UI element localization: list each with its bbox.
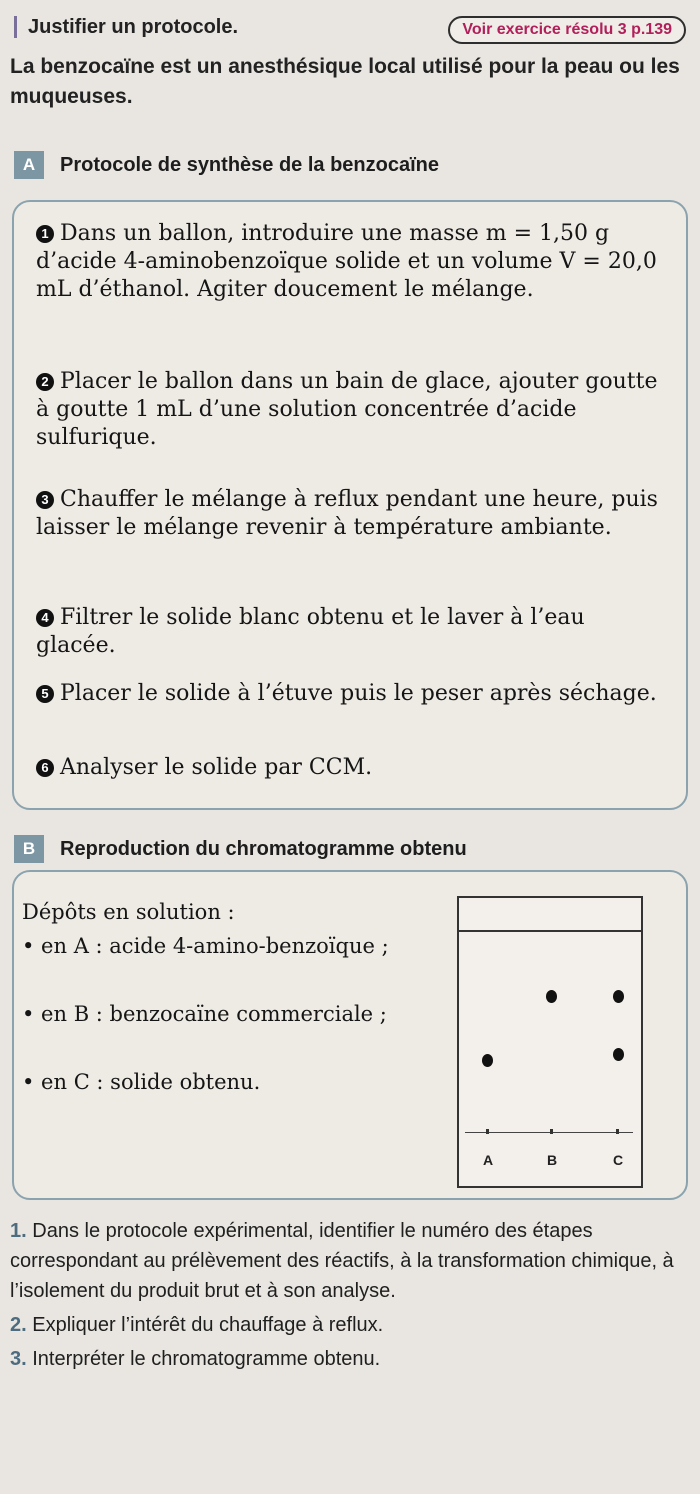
question-2	[10, 1310, 690, 1340]
step-number: 3	[36, 491, 54, 509]
step-text: Dans un ballon, introduire une masse m = 1,50 g d’acide 4-aminobenzoïque solide et un volume V = 20,0 mL d’éthanol. Agiter doucement le mélange.	[36, 221, 657, 302]
header-bar	[14, 16, 17, 38]
step-5	[36, 680, 668, 708]
question-text: Interpréter le chromatogramme obtenu.	[32, 1348, 381, 1370]
question-number: 2.	[10, 1314, 27, 1336]
section-b-heading: Reproduction du chromatogramme obtenu	[60, 837, 467, 860]
section-a-heading: Protocole de synthèse de la benzocaïne	[60, 153, 440, 176]
depot-a: • en A : acide 4-amino-benzoïque ;	[22, 934, 389, 958]
step-2	[36, 368, 668, 452]
question-number: 1.	[10, 1220, 27, 1242]
step-text: Placer le solide à l’étuve puis le peser après séchage.	[60, 681, 657, 706]
step-number: 2	[36, 373, 54, 391]
intro-text: La benzocaïne est un anesthésique local utilisé pour la peau ou les muqueuses.	[10, 55, 680, 108]
protocol-box	[12, 200, 688, 810]
lane-label-c: C	[613, 1152, 624, 1168]
lane-label-a: A	[483, 1152, 494, 1168]
section-b-badge: B	[14, 835, 44, 863]
step-3	[36, 486, 668, 542]
lane-label-b: B	[547, 1152, 558, 1168]
deposit-mark-c	[616, 1129, 619, 1134]
depot-b: • en B : benzocaïne commerciale ;	[22, 1002, 387, 1026]
step-number: 5	[36, 685, 54, 703]
question-number: 3.	[10, 1348, 27, 1370]
spot-c-lower	[613, 1048, 624, 1061]
question-text: Dans le protocole expérimental, identifier le numéro des étapes correspondant au prélèvement des réactifs, à la transformation chimique, à l’isolement du produit brut et à son analyse.	[10, 1220, 674, 1302]
solved-exercise-link[interactable]: Voir exercice résolu 3 p.139	[448, 16, 686, 44]
step-text: Analyser le solide par CCM.	[60, 755, 373, 780]
questions	[10, 1216, 690, 1378]
question-1	[10, 1216, 690, 1306]
step-text: Placer le ballon dans un bain de glace, ajouter goutte à goutte 1 mL d’une solution concentrée d’acide sulfurique.	[36, 369, 658, 450]
section-a-badge: A	[14, 151, 44, 179]
section-b-title	[14, 834, 467, 864]
tlc-plate	[457, 896, 643, 1188]
step-number: 1	[36, 225, 54, 243]
spot-a	[482, 1054, 493, 1067]
step-4	[36, 604, 668, 660]
solvent-front-line	[459, 930, 641, 932]
depot-c: • en C : solide obtenu.	[22, 1070, 261, 1094]
step-number: 6	[36, 759, 54, 777]
section-a-title	[14, 150, 439, 180]
step-number: 4	[36, 609, 54, 627]
depots-title: Dépôts en solution :	[22, 900, 235, 924]
step-text: Filtrer le solide blanc obtenu et le laver à l’eau glacée.	[36, 605, 585, 658]
question-text: Expliquer l’intérêt du chauffage à reflux.	[32, 1314, 384, 1336]
spot-b	[546, 990, 557, 1003]
deposit-mark-a	[486, 1129, 489, 1134]
question-3	[10, 1344, 690, 1374]
header	[14, 12, 690, 48]
deposit-mark-b	[550, 1129, 553, 1134]
step-text: Chauffer le mélange à reflux pendant une heure, puis laisser le mélange revenir à température ambiante.	[36, 487, 658, 540]
step-6	[36, 754, 668, 782]
exercise-title: Justifier un protocole.	[28, 16, 239, 38]
spot-c-upper	[613, 990, 624, 1003]
deposit-line	[465, 1132, 633, 1133]
step-1	[36, 220, 668, 304]
